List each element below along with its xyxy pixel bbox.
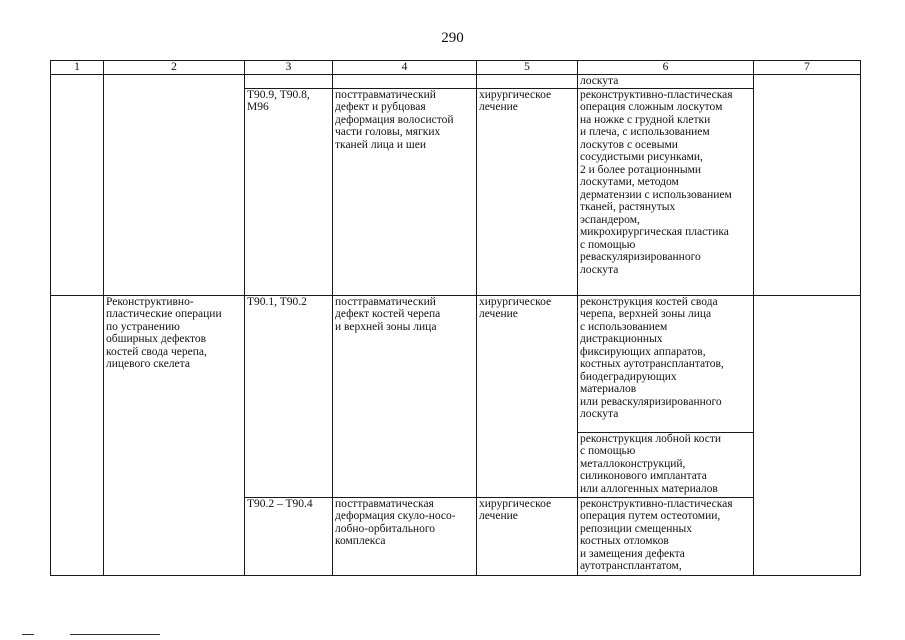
cell-method: реконструкция лобной кости с помощью металлоконструкций, силиконового имплантата или аллогенных материалов <box>578 432 754 497</box>
footer-rule <box>70 634 160 635</box>
cell-col2 <box>104 75 245 296</box>
column-header-1: 1 <box>51 61 104 75</box>
table-row <box>51 75 861 89</box>
cell-col7 <box>754 75 861 296</box>
cell-col5 <box>477 75 578 89</box>
cell-col1 <box>51 295 104 575</box>
cell-col1 <box>51 75 104 296</box>
cell-icd-codes: T90.2 – T90.4 <box>245 497 333 575</box>
cell-col7 <box>754 295 861 575</box>
cell-method: реконструктивно-пластическая операция путем остеотомии, репозиции смещенных костных отломков и замещения дефекта аутотрансплантатом, <box>578 497 754 575</box>
column-header-2: 2 <box>104 61 245 75</box>
column-header-3: 3 <box>245 61 333 75</box>
cell-treatment-type: хирургическое лечение <box>477 88 578 295</box>
footer-mark <box>22 634 34 635</box>
cell-icd-codes: T90.9, T90.8, M96 <box>245 88 333 295</box>
cell-procedure-group: Реконструктивно- пластические операции по устранению обширных дефектов костей свода черепа, лицевого скелета <box>104 295 245 575</box>
medical-procedures-table <box>50 60 861 576</box>
cell-diagnosis: посттравматический дефект и рубцовая деформация волосистой части головы, мягких тканей лица и шеи <box>333 88 477 295</box>
column-header-7: 7 <box>754 61 861 75</box>
column-number-header-row <box>51 61 861 75</box>
cell-col3 <box>245 75 333 89</box>
cell-col4 <box>333 75 477 89</box>
cell-method: реконструктивно-пластическая операция сложным лоскутом на ножке с грудной клетки и плеча, с использованием лоскутов с осевыми сосудистыми рисунками, 2 и более ротационными лоскутами, методом дерматензии с использованием тканей, растянутых эспандером, микрохирургическая пластика с помощью реваскуляризированного лоскута <box>578 88 754 295</box>
cell-treatment-type: хирургическое лечение <box>477 497 578 575</box>
cell-method: реконструкция костей свода черепа, верхней зоны лица с использованием дистракционных фиксирующих аппаратов, костных аутотрансплантатов, биодеградирующих материалов или реваскуляризированного лоскута <box>578 295 754 432</box>
cell-method: лоскута <box>578 75 754 89</box>
column-header-6: 6 <box>578 61 754 75</box>
page-number: 290 <box>441 30 464 46</box>
column-header-5: 5 <box>477 61 578 75</box>
cell-icd-codes: T90.1, T90.2 <box>245 295 333 497</box>
cell-diagnosis: посттравматический дефект костей черепа и верхней зоны лица <box>333 295 477 497</box>
cell-treatment-type: хирургическое лечение <box>477 295 578 497</box>
column-header-4: 4 <box>333 61 477 75</box>
cell-diagnosis: посттравматическая деформация скуло-носо- лобно-орбитального комплекса <box>333 497 477 575</box>
table-row <box>51 295 861 432</box>
